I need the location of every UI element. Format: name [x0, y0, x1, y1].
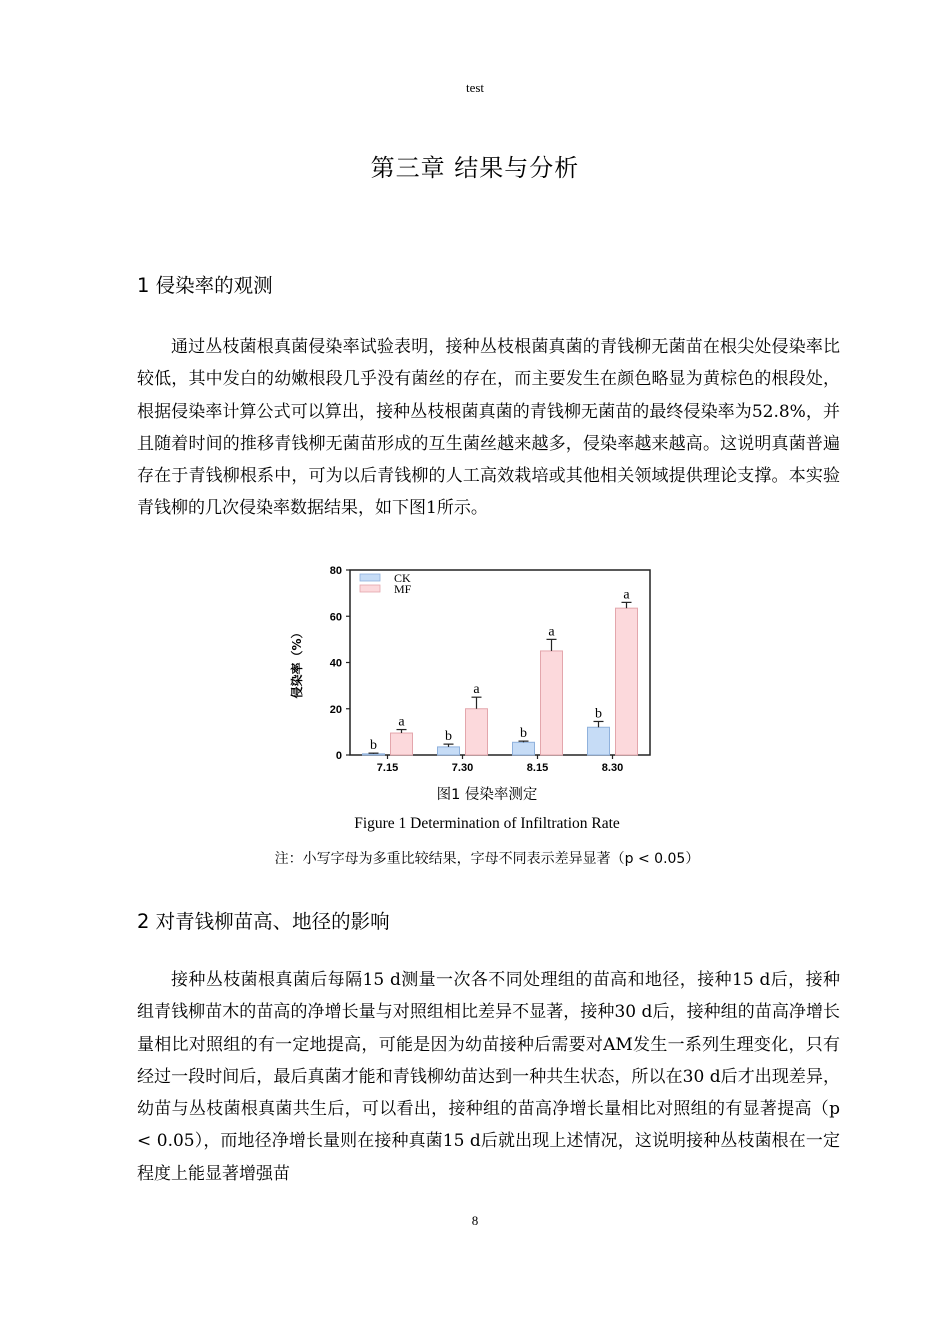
significance-label: b: [370, 738, 377, 754]
significance-label: b: [520, 726, 527, 742]
bar-ck: [363, 754, 385, 755]
section-2-paragraph: [137, 964, 840, 1190]
y-tick-label: 40: [329, 657, 342, 670]
section-1-title: 1 侵染率的观测: [137, 274, 273, 297]
x-tick-label: 8.30: [601, 762, 624, 774]
legend-label-ck: CK: [394, 571, 411, 585]
section-2-title: 2 对青钱柳苗高、地径的影响: [137, 910, 390, 933]
significance-label: a: [398, 714, 405, 730]
page-header: test: [465, 80, 485, 95]
page-number: 8: [471, 1213, 479, 1228]
x-tick-label: 8.15: [526, 762, 549, 774]
y-tick-label: 80: [329, 565, 342, 577]
figure-caption-en: Figure 1 Determination of Infiltration Rate: [354, 815, 620, 832]
legend-swatch-mf: [360, 585, 380, 592]
section-1-paragraph: [137, 331, 840, 525]
infiltration-rate-chart: [285, 562, 665, 777]
significance-label: a: [473, 682, 480, 698]
section-1-text: 通过丛枝菌根真菌侵染率试验表明，接种丛枝根菌真菌的青钱柳无菌苗在根尖处侵染率比较低，其中发白的幼嫩根段几乎没有菌丝的存在，而主要发生在颜色略显为黄棕色的根段处，根据侵染率计算公式可以算出，接种丛枝根菌真菌的青钱柳无菌苗的最终侵染率为52.8%，并且随着时间的推移青钱柳无菌苗形成的互生菌丝越来越多，侵染率越来越高。这说明真菌普遍存在于青钱柳根系中，可为以后青钱柳的人工高效栽培或其他相关领域提供理论支撑。本实验青钱柳的几次侵染率数据结果，如下图1所示。: [137, 337, 840, 519]
y-tick-label: 60: [329, 611, 342, 624]
legend-swatch-ck: [360, 574, 380, 581]
significance-label: b: [595, 706, 602, 722]
bar-ck: [438, 747, 460, 755]
bar-mf: [616, 608, 638, 755]
figure-caption-cn: 图1 侵染率测定: [436, 787, 538, 803]
bar-ck: [588, 727, 610, 755]
y-tick-label: 0: [335, 750, 342, 762]
y-tick-label: 20: [329, 703, 342, 716]
significance-label: a: [548, 624, 555, 640]
significance-label: a: [623, 587, 630, 603]
bar-mf: [391, 733, 413, 755]
x-tick-label: 7.30: [451, 762, 474, 774]
x-tick-label: 7.15: [376, 762, 399, 774]
bar-mf: [466, 709, 488, 755]
section-2-text: 接种丛枝菌根真菌后每隔15 d测量一次各不同处理组的苗高和地径，接种15 d后，接种组青钱柳苗木的苗高的净增长量与对照组相比差异不显著，接种30 d后，接种组的苗高净增长量相比对照组的有一定地提高，可能是因为幼苗接种后需要对AM发生一系列生理变化，只有经过一段时间后，最后真菌才能和青钱柳幼苗达到一种共生状态，所以在30 d后才出现差异，幼苗与丛枝菌根真菌共生后，可以看出，接种组的苗高净增长量相比对照组的有显著提高（p < 0.05），而地径净增长量则在接种真菌15 d后就出现上述情况，这说明接种丛枝菌根在一定程度上能显著增强苗: [137, 970, 840, 1184]
chapter-title: 第三章 结果与分析: [370, 154, 580, 182]
significance-label: b: [445, 729, 452, 745]
y-axis-label: 侵染率（%）: [290, 626, 304, 699]
bar-ck: [513, 742, 535, 755]
bar-mf: [541, 651, 563, 755]
figure-note: 注：小写字母为多重比较结果，字母不同表示差异显著（p < 0.05）: [274, 851, 700, 867]
legend-label-mf: MF: [394, 582, 412, 596]
